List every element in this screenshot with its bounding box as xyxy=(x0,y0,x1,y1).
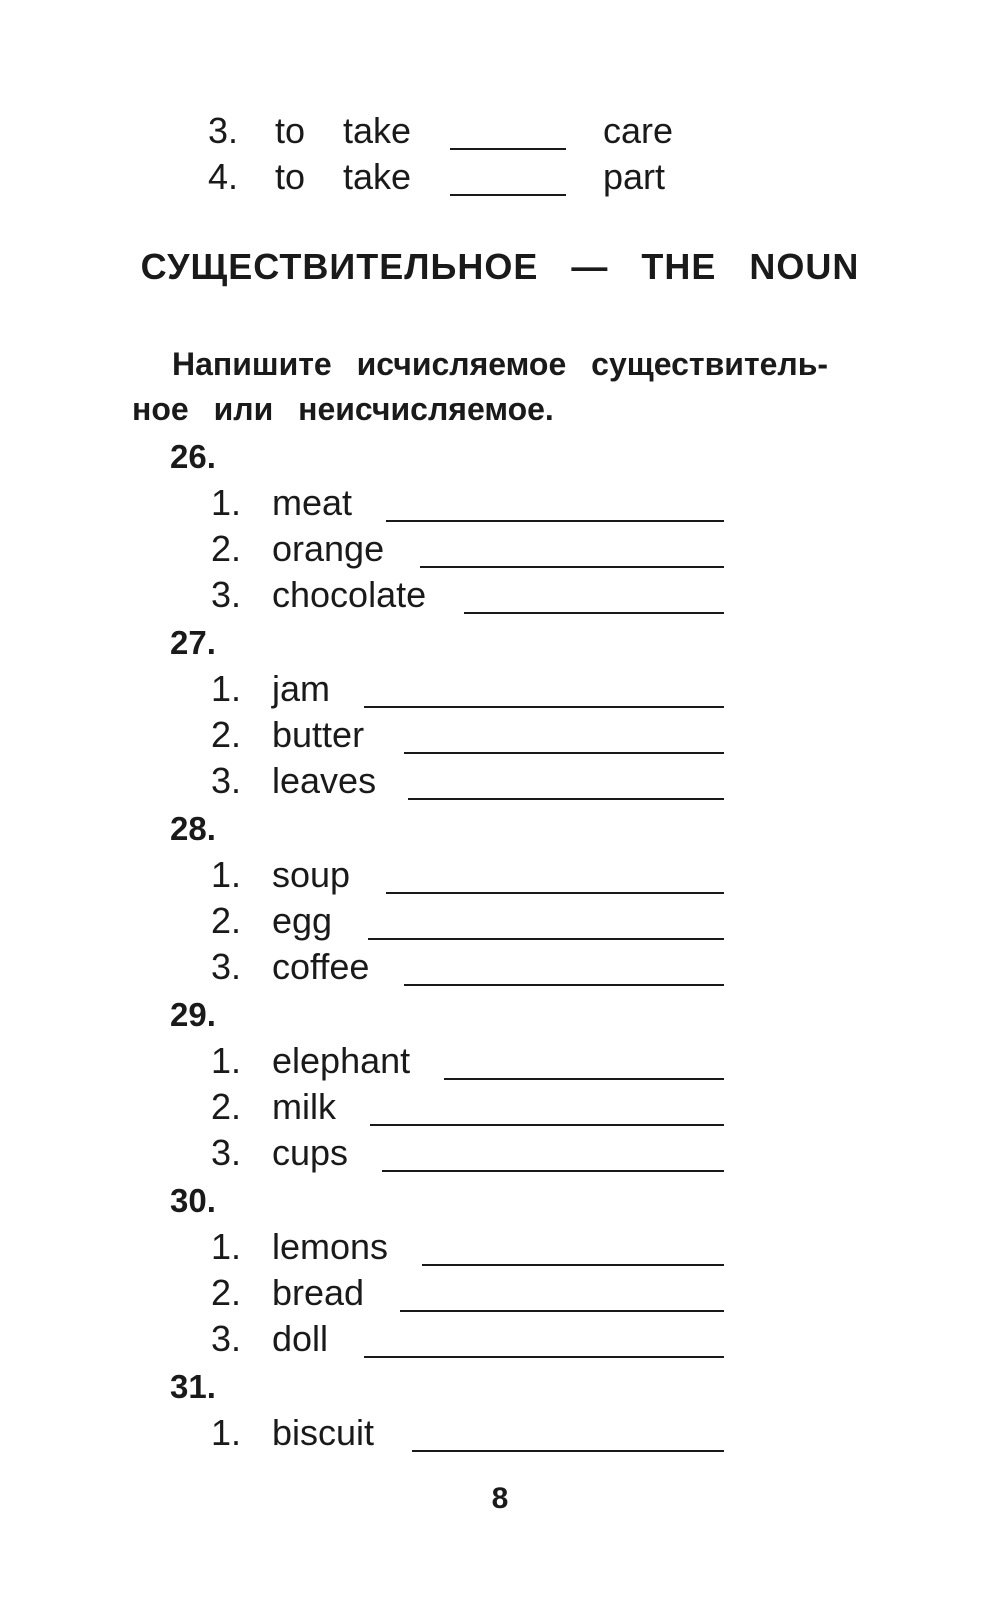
item-word: milk xyxy=(272,1086,336,1127)
answer-line[interactable] xyxy=(386,520,724,522)
item-word: soup xyxy=(272,854,351,895)
item-number: 2. xyxy=(211,900,242,941)
item-word: egg xyxy=(272,900,333,941)
answer-blank[interactable] xyxy=(450,194,566,196)
answer-line[interactable] xyxy=(404,984,724,986)
answer-line[interactable] xyxy=(386,892,724,894)
item-number: 1. xyxy=(211,1226,242,1267)
item-number: 1. xyxy=(211,668,242,709)
exercise-number: 30. xyxy=(170,1182,216,1219)
item-word: lemons xyxy=(272,1226,389,1267)
answer-blank[interactable] xyxy=(450,148,566,150)
section-title: СУЩЕСТВИТЕЛЬНОЕ — THE NOUN xyxy=(140,246,860,287)
phrase-word: to xyxy=(275,156,306,197)
phrase-row xyxy=(0,154,1000,200)
item-number: 1. xyxy=(211,1040,242,1081)
item-number: 1. xyxy=(211,854,242,895)
item-number: 3. xyxy=(211,1318,242,1359)
answer-line[interactable] xyxy=(464,612,724,614)
answer-line[interactable] xyxy=(422,1264,724,1266)
phrase-word: take xyxy=(343,110,412,151)
answer-line[interactable] xyxy=(370,1124,724,1126)
item-number: 2. xyxy=(211,714,242,755)
item-number: 1. xyxy=(211,1412,242,1453)
item-word: coffee xyxy=(272,946,370,987)
item-word: butter xyxy=(272,714,365,755)
item-word: cups xyxy=(272,1132,349,1173)
phrase-number: 3. xyxy=(208,110,239,151)
answer-line[interactable] xyxy=(444,1078,724,1080)
item-number: 3. xyxy=(211,760,242,801)
item-word: biscuit xyxy=(272,1412,375,1453)
phrase-word: care xyxy=(603,110,674,151)
instruction-line-2: ное или неисчисляемое. xyxy=(132,391,554,427)
answer-line[interactable] xyxy=(420,566,724,568)
answer-line[interactable] xyxy=(368,938,724,940)
answer-line[interactable] xyxy=(408,798,724,800)
phrase-word: take xyxy=(343,156,412,197)
answer-line[interactable] xyxy=(412,1450,724,1452)
item-number: 1. xyxy=(211,482,242,523)
answer-line[interactable] xyxy=(404,752,724,754)
phrase-row xyxy=(0,108,1000,154)
page-number: 8 xyxy=(491,1482,509,1515)
phrase-word: to xyxy=(275,110,306,151)
item-number: 2. xyxy=(211,1086,242,1127)
item-word: jam xyxy=(272,668,331,709)
exercise-number: 26. xyxy=(170,438,216,475)
item-number: 2. xyxy=(211,528,242,569)
item-word: doll xyxy=(272,1318,329,1359)
item-word: meat xyxy=(272,482,353,523)
item-word: bread xyxy=(272,1272,365,1313)
item-word: chocolate xyxy=(272,574,427,615)
exercise-number: 27. xyxy=(170,624,216,661)
answer-line[interactable] xyxy=(364,706,724,708)
exercise-number: 31. xyxy=(170,1368,216,1405)
exercise-number: 29. xyxy=(170,996,216,1033)
answer-line[interactable] xyxy=(364,1356,724,1358)
item-word: elephant xyxy=(272,1040,411,1081)
phrase-number: 4. xyxy=(208,156,239,197)
item-number: 3. xyxy=(211,1132,242,1173)
item-number: 3. xyxy=(211,574,242,615)
answer-line[interactable] xyxy=(382,1170,724,1172)
phrase-word: part xyxy=(603,156,666,197)
instruction-line-1: Напишите исчисляемое существитель- xyxy=(172,346,829,382)
answer-line[interactable] xyxy=(400,1310,724,1312)
exercise-number: 28. xyxy=(170,810,216,847)
item-word: leaves xyxy=(272,760,377,801)
item-number: 2. xyxy=(211,1272,242,1313)
item-number: 3. xyxy=(211,946,242,987)
item-word: orange xyxy=(272,528,385,569)
